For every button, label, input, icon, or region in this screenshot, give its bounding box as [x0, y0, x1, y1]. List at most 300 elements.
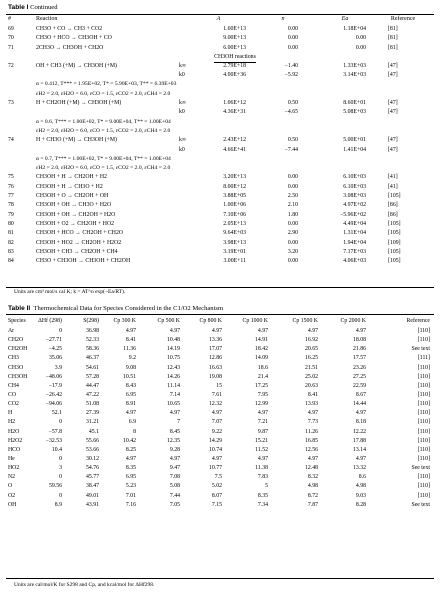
- data-cell: 6.95: [125, 474, 136, 481]
- species-name: H2O: [8, 428, 20, 435]
- reaction-equation: CH3OH + O2 → CH2OH + HO2: [36, 220, 115, 227]
- table-row: [6, 354, 434, 363]
- species-name: H2: [8, 419, 16, 426]
- table-row: [6, 62, 434, 71]
- data-cell: 12.43: [166, 364, 180, 371]
- rate-n: 0.00: [287, 220, 298, 227]
- data-cell: 18.08: [352, 337, 366, 344]
- data-cell: 22.59: [352, 382, 366, 389]
- reference: [105]: [388, 248, 401, 255]
- rate-ea: 1.94E+04: [343, 239, 366, 246]
- rate-n: 0.00: [287, 183, 298, 190]
- data-cell: 4.97: [169, 410, 180, 417]
- data-cell: 7.05: [169, 501, 180, 508]
- data-cell: 11.26: [305, 428, 318, 435]
- data-cell: 4.97: [125, 455, 136, 462]
- reference: [47]: [388, 137, 398, 144]
- data-cell: 8.45: [169, 428, 180, 435]
- data-cell: 21.51: [304, 364, 318, 371]
- data-cell: [110]: [417, 373, 430, 380]
- rate-a: 3.88E+05: [223, 193, 246, 200]
- table-row: [6, 373, 434, 382]
- species-name: CH3OH: [8, 373, 28, 380]
- rate-n: 0.00: [287, 26, 298, 32]
- data-cell: 13.93: [304, 401, 318, 408]
- k-0-label: k0: [179, 146, 185, 153]
- data-cell: 8.43: [125, 382, 136, 389]
- table1-header-n: n: [281, 16, 285, 22]
- data-cell: 7.61: [211, 391, 222, 398]
- data-cell: 4.97: [355, 328, 366, 334]
- data-cell: 5.23: [125, 483, 136, 490]
- data-cell: 0: [59, 474, 62, 481]
- data-cell: 11.52: [255, 446, 268, 453]
- data-cell: 12.32: [208, 401, 222, 408]
- table1-header-a: A: [216, 16, 221, 22]
- reaction-number: 75: [8, 174, 14, 181]
- reaction-equation: CH3OH + H → CH3O + H2: [36, 183, 103, 190]
- falloff-parameters: εH2 = 2.0, εH2O = 6.0, εCO = 1.5, εCO2 = 2.0, εCH4 = 2.0: [36, 165, 171, 172]
- data-cell: 57.28: [85, 373, 99, 380]
- data-cell: 5.08: [169, 483, 180, 490]
- rate-a: 7.10E+06: [223, 211, 246, 218]
- data-cell: 14.09: [254, 355, 268, 362]
- data-cell: 14.44: [352, 401, 366, 408]
- data-cell: 7.95: [257, 391, 268, 398]
- data-cell: 7.83: [257, 474, 268, 481]
- reaction-number: 72: [8, 62, 14, 69]
- k-inf-label: k∞: [179, 62, 187, 69]
- data-cell: 53.66: [85, 446, 99, 453]
- reaction-number: 71: [8, 44, 14, 51]
- data-cell: 8.9: [54, 501, 62, 508]
- rate-n: −5.92: [284, 72, 298, 79]
- rate-a: 3.98E+13: [223, 239, 246, 246]
- data-cell: 52.33: [85, 337, 99, 344]
- species-name: H: [8, 410, 13, 417]
- table-row: [6, 418, 434, 427]
- rate-n: 0.00: [287, 44, 298, 51]
- data-cell: 12.22: [352, 428, 366, 435]
- data-cell: 11.38: [255, 465, 268, 472]
- data-cell: 9.47: [169, 465, 180, 472]
- table1-caption: [8, 4, 58, 11]
- table-row: [6, 34, 434, 43]
- data-cell: 8.41: [307, 391, 318, 398]
- data-cell: 8.6: [358, 474, 366, 481]
- rate-ea: 4.49E+04: [343, 220, 366, 227]
- data-cell: 8: [133, 428, 136, 435]
- reaction-equation: OH + CH3 (+M) → CH3OH (+M): [36, 62, 117, 69]
- rate-a: 8.00E+12: [223, 183, 246, 190]
- table-row: [6, 409, 434, 418]
- table1-header-num: #: [8, 16, 11, 22]
- data-cell: 9.03: [355, 492, 366, 499]
- rate-ea: −5.96E+02: [339, 211, 366, 218]
- rate-n: 0.00: [287, 35, 298, 42]
- data-cell: [110]: [417, 492, 430, 499]
- table-row: [6, 473, 434, 482]
- data-cell: 14.19: [166, 346, 180, 353]
- table2-header-cell: Cp 1500 K: [292, 318, 318, 324]
- table-row: [6, 428, 434, 437]
- data-cell: [110]: [417, 455, 430, 462]
- table-row: [6, 364, 434, 373]
- rate-ea: 3.14E+03: [343, 72, 366, 79]
- species-name: H2O2: [8, 437, 23, 444]
- data-cell: See text: [411, 501, 430, 508]
- rate-a: 1.06E+12: [223, 100, 246, 107]
- table-row: [6, 455, 434, 464]
- species-name: He: [8, 455, 15, 462]
- species-name: CH2O: [8, 337, 24, 344]
- data-cell: 4.97: [211, 328, 222, 334]
- data-cell: 3: [59, 465, 62, 472]
- data-cell: 12.86: [208, 355, 222, 362]
- data-cell: 10.77: [208, 465, 222, 472]
- falloff-parameters: εH2 = 2.0, εH2O = 6.0, εCO = 1.5, εCO2 = 2.0, εCH4 = 2.0: [36, 90, 171, 97]
- data-cell: 58.36: [85, 346, 99, 353]
- reaction-number: 70: [8, 35, 14, 42]
- reaction-number: 84: [8, 258, 14, 265]
- data-cell: 8.07: [211, 492, 222, 499]
- data-cell: 12.35: [166, 437, 180, 444]
- data-cell: 6.9: [128, 419, 136, 426]
- table-row: [6, 446, 434, 455]
- data-cell: 13.14: [352, 446, 366, 453]
- data-cell: 21.4: [257, 373, 268, 380]
- data-cell: [110]: [417, 328, 430, 334]
- data-cell: [110]: [417, 337, 430, 344]
- data-cell: 11.14: [167, 382, 180, 389]
- data-cell: 47.22: [85, 391, 99, 398]
- data-cell: 30.12: [85, 455, 99, 462]
- reference: [41]: [388, 174, 398, 181]
- data-cell: 7.01: [125, 492, 136, 499]
- data-cell: 38.47: [85, 483, 99, 490]
- data-cell: 0: [59, 455, 62, 462]
- reference: [81]: [388, 35, 398, 42]
- data-cell: −27.71: [45, 337, 62, 344]
- reaction-equation: CH3OH + O → CH2OH + OH: [36, 193, 109, 200]
- reference: [105]: [388, 193, 401, 200]
- data-cell: 0: [59, 492, 62, 499]
- rate-n: 0.50: [287, 137, 298, 144]
- table-row: [6, 492, 434, 501]
- table2-caption-text: Thermochemical Data for Species Considered in the C1/O2 Mechanism: [33, 305, 224, 312]
- rate-a: 6.00E+13: [223, 44, 246, 51]
- data-cell: 7.07: [211, 419, 222, 426]
- k-0-label: k0: [179, 109, 185, 116]
- data-cell: [110]: [417, 437, 430, 444]
- data-cell: 13.36: [208, 337, 222, 344]
- data-cell: See text: [411, 346, 430, 353]
- reference: [47]: [388, 146, 398, 153]
- rate-ea: 8.60E+01: [343, 100, 366, 107]
- k-0-label: k0: [179, 72, 185, 79]
- reaction-number: 74: [8, 137, 14, 144]
- species-name: OH: [8, 501, 17, 508]
- table-row: [6, 501, 434, 510]
- reference: [81]: [388, 26, 398, 32]
- data-cell: 43.91: [85, 501, 99, 508]
- table-row: [6, 192, 434, 201]
- data-cell: 49.01: [85, 492, 99, 499]
- reaction-equation: CH3OH + HO2 → CH2OH + H2O2: [36, 239, 122, 246]
- rate-ea: 4.06E+03: [343, 258, 366, 265]
- reference: [41]: [388, 183, 398, 190]
- rate-n: 0.50: [287, 100, 298, 107]
- table-row: [6, 25, 434, 34]
- rate-n: 2.90: [287, 230, 298, 237]
- data-cell: −48.06: [45, 373, 62, 380]
- data-cell: 7.08: [169, 474, 180, 481]
- rate-a: 4.66E+41: [223, 146, 246, 153]
- data-cell: 8.25: [125, 446, 136, 453]
- data-cell: 7.34: [257, 501, 268, 508]
- reaction-number: 82: [8, 239, 14, 246]
- data-cell: 16.63: [208, 364, 222, 371]
- rate-ea: 1.33E+03: [343, 62, 366, 69]
- data-cell: 18.42: [254, 346, 268, 353]
- reaction-equation: CH3OH + OH → CH3O + H2O: [36, 202, 112, 209]
- species-name: CH3: [8, 355, 19, 362]
- data-cell: 4.98: [307, 483, 318, 490]
- table-row: [6, 173, 434, 182]
- table2-header-cell: ΔHf (298): [38, 318, 62, 324]
- data-cell: [111]: [417, 355, 430, 362]
- reaction-number: 81: [8, 230, 14, 237]
- reference: [105]: [388, 230, 401, 237]
- data-cell: 59.56: [48, 483, 62, 490]
- data-cell: 8.32: [307, 474, 318, 481]
- data-cell: 9.22: [211, 428, 222, 435]
- data-cell: 54.76: [85, 465, 99, 472]
- data-cell: 54.61: [85, 364, 99, 371]
- data-cell: 10.48: [166, 337, 180, 344]
- data-cell: 36.98: [85, 328, 99, 334]
- data-cell: 9.2: [128, 355, 136, 362]
- data-cell: 55.66: [85, 437, 99, 444]
- table-row: [6, 201, 434, 210]
- rate-n: 0.00: [287, 258, 298, 265]
- data-cell: 19.08: [208, 373, 222, 380]
- table-row: [6, 327, 434, 336]
- rate-ea: 1.18E+04: [343, 26, 366, 32]
- reaction-number: 77: [8, 193, 14, 200]
- rate-a: 9.64E+03: [223, 230, 246, 237]
- data-cell: 8.35: [257, 492, 268, 499]
- data-cell: 4.97: [125, 410, 136, 417]
- reaction-equation: CH3OH + H → CH2OH + H2: [36, 174, 107, 181]
- rate-ea: 4.97E+02: [343, 202, 366, 209]
- table-row: [6, 345, 434, 354]
- data-cell: 11.36: [123, 346, 136, 353]
- data-cell: 4.97: [169, 328, 180, 334]
- data-cell: 4.97: [257, 455, 268, 462]
- table2-caption: [8, 305, 223, 312]
- data-cell: [110]: [417, 419, 430, 426]
- data-cell: 4.97: [307, 455, 318, 462]
- species-name: N2: [8, 474, 16, 481]
- falloff-parameters: α = 0.6, T*** = 1.00E+02, T* = 9.00E+04, T** = 1.00E+04: [36, 118, 171, 125]
- data-cell: 10.65: [166, 401, 180, 408]
- data-cell: 10.51: [122, 373, 136, 380]
- table2-header-cell: Cp 300 K: [113, 318, 136, 324]
- data-cell: −4.25: [48, 346, 62, 353]
- data-cell: 31.21: [85, 419, 99, 426]
- data-cell: 13.32: [352, 465, 366, 472]
- data-cell: 8.91: [125, 401, 136, 408]
- data-cell: 7.5: [214, 474, 222, 481]
- data-cell: 7.14: [169, 391, 180, 398]
- reaction-number: 78: [8, 202, 14, 209]
- rate-ea: 5.08E+03: [343, 109, 366, 116]
- species-name: CO2: [8, 401, 19, 408]
- rate-a: 4.00E+36: [223, 72, 246, 79]
- data-cell: 4.97: [307, 328, 318, 334]
- table1-bottom-rule: [6, 287, 434, 288]
- data-cell: [110]: [417, 428, 430, 435]
- data-cell: 27.25: [352, 373, 366, 380]
- data-cell: 4.97: [257, 410, 268, 417]
- table-row: [6, 437, 434, 446]
- data-cell: See text: [411, 465, 430, 472]
- data-cell: 12.99: [254, 401, 268, 408]
- rate-ea: 1.41E+04: [343, 146, 366, 153]
- data-cell: [110]: [417, 401, 430, 408]
- reference: [86]: [388, 211, 398, 218]
- species-name: HO2: [8, 465, 20, 472]
- data-cell: 12.56: [304, 446, 318, 453]
- section-heading-text: CH3OH reactions: [214, 53, 256, 63]
- rate-n: 1.80: [287, 211, 298, 218]
- table2-header-cell: Species: [8, 318, 26, 324]
- rate-a: 1.60E+13: [223, 26, 246, 32]
- data-cell: 7.87: [307, 501, 318, 508]
- rate-ea: 3.08E+03: [343, 193, 366, 200]
- table1-caption-text: Continued: [30, 4, 58, 11]
- table2-header-cell: Cp 500 K: [157, 318, 180, 324]
- data-cell: 17.25: [254, 382, 268, 389]
- data-cell: [110]: [417, 474, 430, 481]
- reaction-number: 69: [8, 26, 14, 32]
- data-cell: 51.08: [85, 401, 99, 408]
- reference: [81]: [388, 44, 398, 51]
- rate-ea: 7.17E+03: [343, 248, 366, 255]
- table-row: [6, 108, 434, 117]
- data-cell: 5.02: [211, 483, 222, 490]
- reference: [47]: [388, 100, 398, 107]
- table-row: [6, 239, 434, 248]
- reference: [86]: [388, 202, 398, 209]
- data-cell: 44.47: [85, 382, 99, 389]
- data-cell: 17.57: [352, 355, 366, 362]
- data-cell: 7.16: [125, 501, 136, 508]
- data-cell: [110]: [417, 382, 430, 389]
- data-cell: 17.88: [352, 437, 366, 444]
- data-cell: 27.39: [85, 410, 99, 417]
- data-cell: −17.9: [48, 382, 62, 389]
- data-cell: 20.63: [304, 382, 318, 389]
- data-cell: 46.37: [85, 355, 99, 362]
- table-row: [6, 257, 434, 266]
- rate-n: 2.50: [287, 193, 298, 200]
- table2-header-cell: Reference: [406, 318, 430, 324]
- table2-header-cell: Cp 1000 K: [242, 318, 268, 324]
- species-name: HCO: [8, 446, 21, 453]
- data-cell: [110]: [417, 364, 430, 371]
- data-cell: 6.95: [125, 391, 136, 398]
- falloff-parameters: α = 0.412, T*** = 1.95E+02, T* = 5.90E+03, T** = 6.39E+03: [36, 81, 177, 88]
- table1-header-reference: Reference: [390, 16, 416, 22]
- data-cell: −94.06: [45, 401, 62, 408]
- data-cell: 18.6: [257, 364, 268, 371]
- data-cell: 4.97: [211, 455, 222, 462]
- reaction-number: 73: [8, 100, 14, 107]
- reaction-number: 79: [8, 211, 14, 218]
- data-cell: 16.85: [304, 437, 318, 444]
- table2-header-cell: Cp 800 K: [199, 318, 222, 324]
- table-row: [6, 44, 434, 53]
- data-cell: −26.42: [45, 391, 62, 398]
- table2-bottom-rule: [6, 578, 434, 579]
- falloff-parameters: εH2 = 2.0, εH2O = 6.0, εCO = 1.5, εCO2 = 2.0, εCH4 = 2.0: [36, 127, 171, 134]
- data-cell: −57.8: [48, 428, 62, 435]
- rate-n: 0.00: [287, 239, 298, 246]
- table2-header-cell: S(298): [83, 318, 99, 324]
- rate-a: 9.00E+13: [223, 35, 246, 42]
- species-name: O: [8, 483, 13, 490]
- rate-ea: 0.00: [355, 44, 366, 51]
- data-cell: 4.98: [355, 483, 366, 490]
- reaction-equation: H + CH2OH (+M) → CH3OH (+M): [36, 100, 122, 107]
- data-cell: 4.97: [257, 328, 268, 334]
- table2-body: [6, 327, 434, 510]
- rate-ea: 1.31E+04: [343, 230, 366, 237]
- species-name: CH4: [8, 382, 19, 389]
- species-name: CH2OH: [8, 346, 28, 353]
- rate-ea: 6.10E+03: [343, 174, 366, 181]
- data-cell: 7.44: [169, 492, 180, 499]
- rate-a: 4.36E+31: [223, 109, 246, 116]
- reaction-equation: CH3OH + HCO → CH2OH + CH2O: [36, 230, 124, 237]
- rate-a: 1.00E+06: [223, 202, 246, 209]
- table-row: [6, 248, 434, 257]
- species-name: CO: [8, 391, 17, 398]
- data-cell: [110]: [417, 483, 430, 490]
- rate-a: 3.20E+13: [223, 174, 246, 181]
- data-cell: 3.9: [54, 364, 62, 371]
- table-row: [6, 336, 434, 345]
- data-cell: 4.97: [125, 328, 136, 334]
- data-cell: 10.4: [51, 446, 62, 453]
- reaction-equation: CH3OH + OH → CH2OH + H2O: [36, 211, 116, 218]
- data-cell: 10.75: [166, 355, 180, 362]
- data-cell: [110]: [417, 391, 430, 398]
- reaction-number: 80: [8, 220, 14, 227]
- data-cell: 8.18: [355, 419, 366, 426]
- data-cell: 17.07: [208, 346, 222, 353]
- reaction-equation: H + CH3O (+M) → CH3OH (+M): [36, 137, 117, 144]
- falloff-parameters: α = 0.7, T*** = 1.00E+02, T* = 9.00E+04, T** = 1.00E+04: [36, 155, 171, 162]
- data-cell: 15: [216, 382, 222, 389]
- reaction-equation: 2CH3O → CH3OH + CH2O: [36, 44, 104, 51]
- table1-footnote: Units are cm³ mol/s cal K; k = AT^n exp(−Ea/RT).: [14, 289, 126, 295]
- rate-ea: 5.00E+01: [343, 137, 366, 144]
- data-cell: 8.28: [355, 501, 366, 508]
- data-cell: 14.91: [254, 337, 268, 344]
